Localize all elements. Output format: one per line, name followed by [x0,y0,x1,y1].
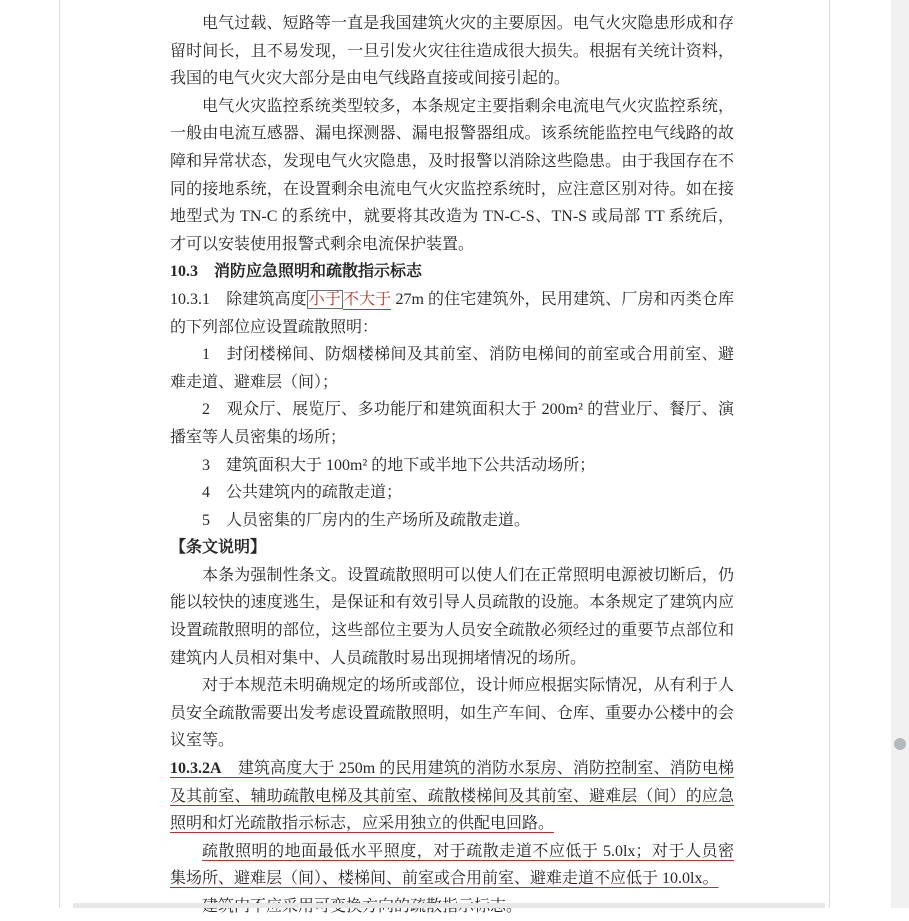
paragraph-mandatory-clause: 本条为强制性条文。设置疏散照明可以使人们在正常照明电源被切断后，仍能以较快的速度逃生，是保证和有效引导人员疏散的设施。本条规定了建筑内应设置疏散照明的部位，这些部位主要为人员安全疏散必须经过的重要节点部位和建筑内人员相对集中、人员疏散时易出现拥堵情况的场所。 [170,562,734,672]
list-item-1: 1 封闭楼梯间、防烟楼梯间及其前室、消防电梯间的前室或合用前室、避难走道、避难层（间）； [170,341,734,396]
deleted-text-box: 小于 [307,290,343,309]
clause-number: 10.3.1 [170,291,210,308]
document-page [59,0,830,908]
clause-text: 建筑高度大于 250m 的民用建筑的消防水泵房、消防控制室、消防电梯及其前室、辅助疏散电梯及其前室、疏散楼梯间及其前室、避难层（间）的应急照明和灯光疏散指示标志，应采用独立的供配电回路。 [170,760,734,832]
clause-10-3-1 [170,286,734,341]
list-item-4: 4 公共建筑内的疏散走道； [170,479,734,507]
list-item-2: 2 观众厅、展览厅、多功能厅和建筑面积大于 200m² 的营业厅、餐厅、演播室等人员密集的场所； [170,396,734,451]
clause-10-3-2A-inserted [170,755,734,838]
list-item-5: 5 人员密集的厂房内的生产场所及疏散走道。 [170,507,734,535]
inserted-text: 不大于 [343,291,391,310]
scrollbar-thumb[interactable] [894,738,906,750]
clause-number: 10.3.2A [170,760,222,777]
list-item-3: 3 建筑面积大于 100m² 的地下或半地下公共活动场所； [170,452,734,480]
page-bottom-shadow [73,903,825,908]
clause-text-before: 除建筑高度 [210,291,307,308]
paragraph-illuminance-inserted: 疏散照明的地面最低水平照度，对于疏散走道不应低于 5.0lx；对于人员密集场所、避难层（间）、楼梯间、前室或合用前室、避难走道不应低于 10.0lx。 [170,838,734,893]
paragraph-designer-note: 对于本规范未明确规定的场所或部位，设计师应根据实际情况，从有利于人员安全疏散需要出发考虑设置疏散照明，如生产车间、仓库、重要办公楼中的会议室等。 [170,672,734,755]
commentary-label: 【条文说明】 [170,534,734,562]
paragraph-fire-cause: 电气过载、短路等一直是我国建筑火灾的主要原因。电气火灾隐患形成和存留时间长，且不易发现，一旦引发火灾往往造成很大损失。根据有关统计资料，我国的电气火灾大部分是由电气线路直接或间接引起的。 [170,10,734,93]
paragraph-no-direction-change: 建筑内不应采用可变换方向的疏散指示标志。 [170,893,734,921]
section-heading: 10.3 消防应急照明和疏散指示标志 [170,258,734,286]
clause-text-after: 27m 的住宅建筑外，民用建筑、厂房和丙类仓库的下列部位应设置疏散照明： [170,291,734,336]
scrollbar-track[interactable] [891,0,909,908]
paragraph-monitor-system: 电气火灾监控系统类型较多，本条规定主要指剩余电流电气火灾监控系统，一般由电流互感器、漏电探测器、漏电报警器组成。该系统能监控电气线路的故障和异常状态，发现电气火灾隐患，及时报警以消除这些隐患。由于我国存在不同的接地系统，在设置剩余电流电气火灾监控系统时，应注意区别对待。如在接地型式为 TN-C 的系统中，就要将其改造为 TN-C-S、TN-S 或局部 TT 系统后，才可以安装使用报警式剩余电流保护装置。 [170,93,734,259]
